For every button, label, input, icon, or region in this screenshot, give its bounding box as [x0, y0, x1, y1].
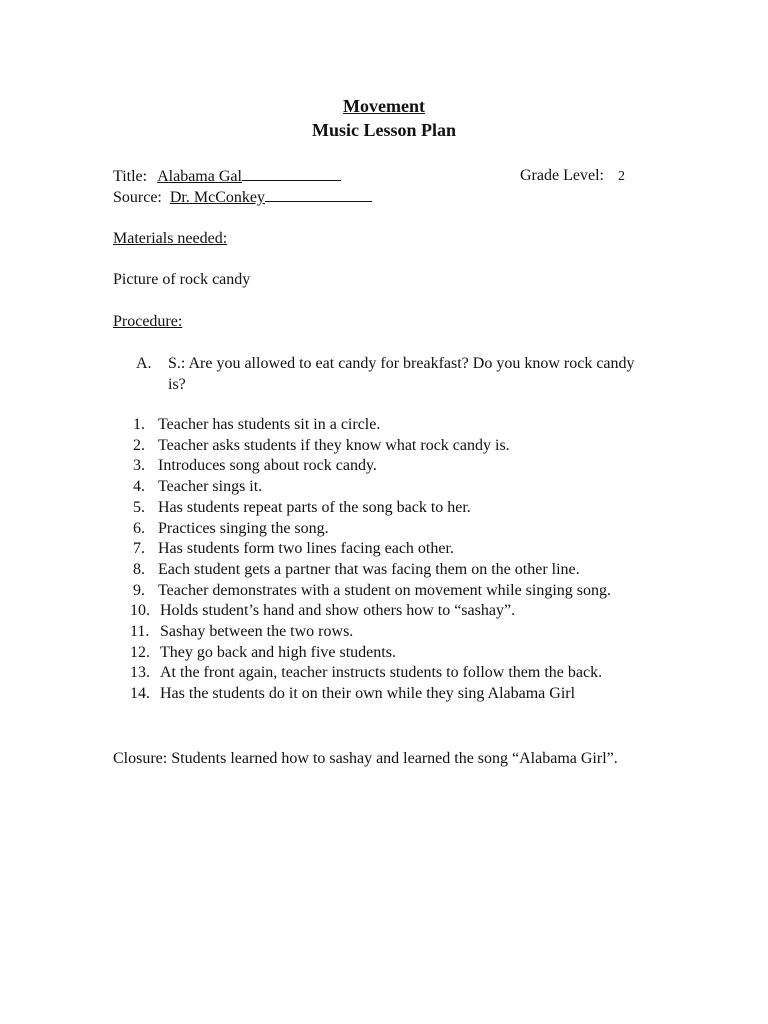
procedure-steps — [130, 415, 673, 705]
step-number: 14. — [130, 685, 150, 703]
step-text: Each student gets a partner that was facing them on the other line. — [158, 560, 580, 578]
step-number: 2. — [133, 436, 145, 454]
grade-level-field — [520, 166, 625, 187]
procedure-step — [133, 581, 673, 602]
procedure-step — [130, 622, 673, 643]
source-underline — [265, 187, 372, 202]
step-number: 6. — [133, 519, 145, 537]
step-number: 10. — [130, 602, 150, 620]
procedure-intro-marker: A. — [136, 355, 152, 372]
title-underline — [242, 166, 341, 181]
grade-level-label: Grade Level: — [520, 167, 604, 184]
procedure-intro-text: S.: Are you allowed to eat candy for breakfast? Do you know rock candy is? — [168, 355, 635, 393]
procedure-step — [130, 601, 673, 622]
step-number: 13. — [130, 664, 150, 682]
step-number: 8. — [133, 560, 145, 578]
step-text: Teacher has students sit in a circle. — [158, 416, 381, 433]
procedure-step — [133, 519, 673, 540]
step-number: 9. — [133, 581, 145, 599]
materials-heading: Materials needed: — [113, 230, 228, 247]
procedure-step — [133, 436, 673, 457]
step-number: 5. — [133, 498, 145, 516]
source-label: Source: — [113, 189, 162, 206]
procedure-step — [133, 560, 673, 581]
step-text: At the front again, teacher instructs students to follow them the back. — [160, 664, 603, 682]
step-text: Introduces song about rock candy. — [158, 457, 377, 475]
step-text: Teacher asks students if they know what rock candy is. — [158, 436, 510, 454]
step-text: Has the students do it on their own while they sing Alabama Girl — [160, 685, 576, 703]
procedure-step — [130, 684, 673, 705]
step-text: They go back and high five students. — [160, 643, 396, 661]
procedure-step — [133, 456, 673, 477]
step-text: Teacher sings it. — [158, 478, 263, 496]
procedure-step — [130, 643, 673, 664]
step-text: Holds student’s hand and show others how to “sashay”. — [160, 602, 516, 620]
title-label: Title: — [113, 168, 148, 185]
step-text: Sashay between the two rows. — [160, 623, 354, 641]
source-value: Dr. McConkey — [169, 189, 265, 206]
title-field — [113, 166, 341, 187]
closure-paragraph: Closure: Students learned how to sashay and learned the song “Alabama Girl”. — [113, 750, 618, 767]
step-text: Has students repeat parts of the song back to her. — [158, 498, 471, 516]
step-number: 3. — [133, 457, 145, 475]
document-title: Movement — [343, 96, 425, 116]
step-number: 4. — [133, 478, 145, 496]
procedure-step — [133, 539, 673, 560]
procedure-step — [133, 415, 673, 436]
step-number: 1. — [133, 416, 145, 433]
procedure-step — [133, 477, 673, 498]
procedure-step — [133, 498, 673, 519]
step-text: Has students form two lines facing each other. — [158, 540, 454, 558]
procedure-step — [130, 663, 673, 684]
materials-item: Picture of rock candy — [113, 271, 251, 288]
procedure-heading: Procedure: — [113, 313, 183, 330]
source-field — [113, 187, 372, 208]
document-subtitle: Music Lesson Plan — [311, 120, 457, 140]
step-number: 11. — [130, 623, 150, 641]
step-text: Teacher demonstrates with a student on movement while singing song. — [158, 581, 612, 599]
step-number: 12. — [130, 643, 150, 661]
step-text: Practices singing the song. — [158, 519, 329, 537]
title-value: Alabama Gal — [157, 168, 242, 185]
procedure-intro — [136, 353, 656, 395]
step-number: 7. — [133, 540, 145, 558]
grade-level-value: 2 — [617, 169, 625, 184]
